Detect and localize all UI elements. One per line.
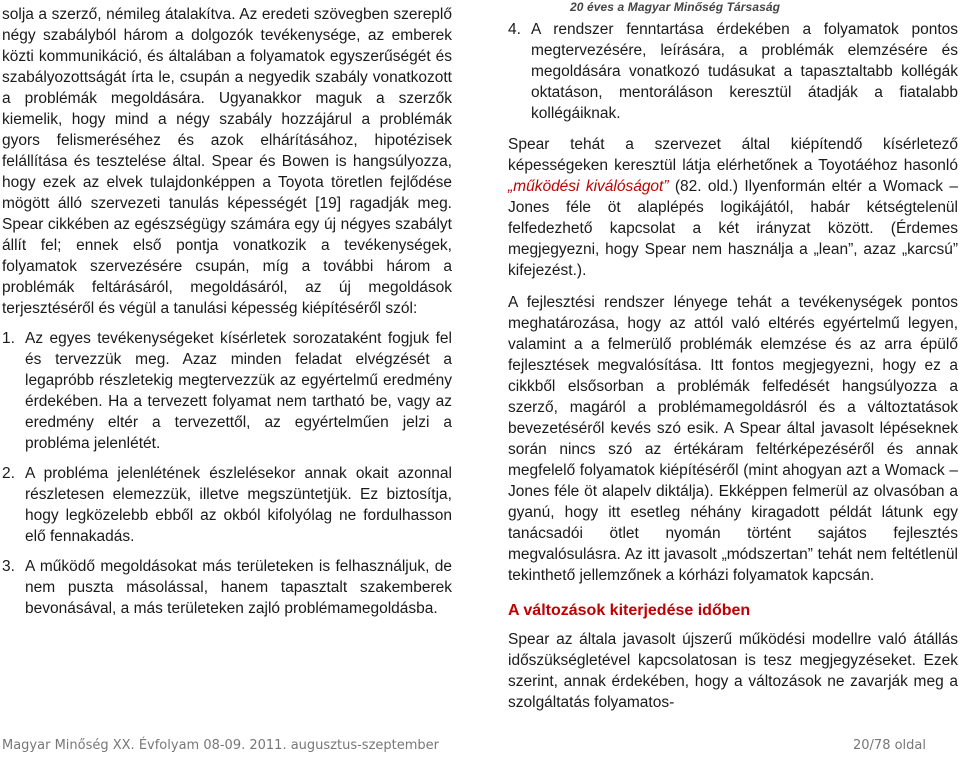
list-item [2,556,452,619]
section-heading: A változások kiterjedése időben [508,602,751,619]
list-text: Az egyes tevékenységeket kísérletek sorozataként fogjuk fel és tervezzük meg. Azaz minden feladat elvégzését a legapróbb részletekig megtervezzük az egyértelmű eredmény érdekében. Ha a tervezett folyamat nem tartható be, vagy az eredmény eltér a tervezettől, az egyértelműen jelzi a probléma jelenlétét. [25,330,452,452]
page-header: 20 éves a Magyar Minőség Társaság [570,0,781,14]
list-item [2,463,452,547]
footer-page-number: 20/78 oldal [853,738,926,753]
paragraph-text: (82. old.) Ilyenformán eltér a Womack – Jones féle öt alaplépés logikájától, habár kétségtelenül felfedezhető kapcsolat a két irányzat között. (Érdemes megjegyezni, hogy Spear nem használja a „lean”, azaz „karcsú” kifejezést.). [508,178,958,279]
list-text: A rendszer fenntartása érdekében a folyamatok pontos megtervezésére, leírására, a problémák elemzésére és megoldására vonatkozó tudásukat a tapasztaltabb kollégák oktatáson, mentoráláson keresztül átadják a fiatalabb kollégáiknak. [531,21,958,122]
footer-left: Magyar Minőség XX. Évfolyam 08-09. 2011. augusztus-szeptember [2,738,440,753]
left-column [2,0,452,619]
paragraph-text: Spear tehát a szervezet által kiépítendő kísérletező képességeken keresztül látja elérhetőnek a Toyotáéhoz hasonló [508,136,958,174]
list-number: 4. [508,21,521,38]
list-item [508,19,958,124]
list-number: 2. [2,465,15,482]
list-number: 3. [2,558,15,575]
right-column [508,0,958,713]
list-text: A probléma jelenlétének észlelésekor annak okait azonnal részletesen elemezzük, illetve megszüntetjük. Ez biztosítja, hogy legközelebb ebből az okból kifolyólag ne fordulhasson elő fennakadás. [25,465,452,545]
list-item [2,328,452,454]
list-text: A működő megoldásokat más területeken is felhasználjuk, de nem puszta másolással, hanem tapasztalt szakemberek bevonásával, a más területeken zajló problémamegoldásba. [25,558,452,617]
right-paragraph [508,134,958,281]
highlighted-phrase: „működési kiválóságot” [508,178,669,195]
right-paragraph: Spear az általa javasolt újszerű működési modellre való átállás időszükségletével kapcsolatosan is tesz megjegyzéseket. Ezek szerint, annak érdekében, hogy a változások ne zavarják meg a szolgáltatás folyamatos- [508,631,958,711]
list-number: 1. [2,330,15,347]
left-paragraph: solja a szerző, némileg átalakítva. Az eredeti szövegben szereplő négy szabályból három a dolgozók tevékenysége, az emberek közti kommunikáció, és általában a folyamatok egyszerűségét és szabályozottságát írta le, csupán a negyedik szabály vonatkozott a problémák megoldására. Ugyanakkor maguk a szerzők kiemelik, hogy mind a négy szabály hozzájárul a problémák gyors felismeréséhez és azok elhárításához, hipotézisek felállítása és tesztelése által. Spear és Bowen is hangsúlyozza, hogy ezek az elvek tulajdonképpen a Toyota töretlen fejlődése mögött álló szervezeti tanulás képességét [19] ragadják meg. Spear cikkében az egészségügy számára egy új négyes szabályt állít fel; ennek első pontja vonatkozik a tevékenységek, folyamatok szervezésére csupán, míg a további három a problémák feltárásáról, megoldásáról, az új megoldások terjesztéséről és végül a tanulási képesség kiépítéséről szól: [2,6,452,317]
right-paragraph: A fejlesztési rendszer lényege tehát a tevékenységek pontos meghatározása, hogy az attól való eltérés egyértelmű legyen, valamint a a felmerülő problémák elemzése és az arra épülő fejlesztések megvalósítása. Itt fontos megjegyezni, hogy ez a cikkből elsősorban a problémák felfedését hangsúlyozza a szerző, magáról a problémamegoldásról és a változtatások bevezetéséről kevés szó esik. A Spear által javasolt lépéseknek során nincs szó az értékáram feltérképezéséről és annak megfelelő folyamatok kiépítéséről (mint ahogyan azt a Womack – Jones féle öt alapelv diktálja). Ekképpen felmerül az olvasóban a gyanú, hogy itt esetleg néhány kiragadott példát látunk egy tanácsadói ötlet nyomán történt sajátos fejlesztés megvalósulásra. Az itt javasolt „módszertan” tehát nem feltétlenül tekinthető jellemzőnek a kórházi folyamatok kapcsán. [508,294,958,584]
